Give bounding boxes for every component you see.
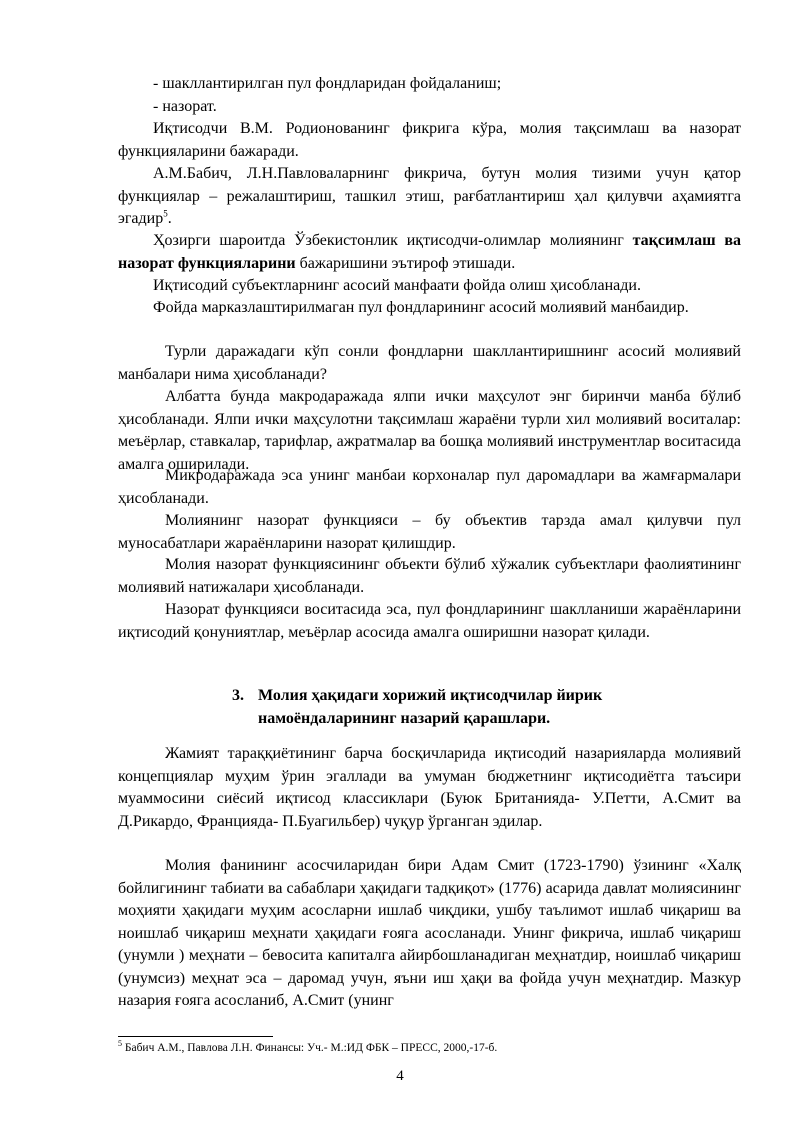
list-item-funds-usage [118,73,741,96]
paragraph-question [118,341,741,386]
page-number: 4 [396,1068,404,1084]
footnote-marker: 5 [118,1039,122,1049]
paragraph-text: Жамият тараққиётининг барча босқичларида иқтисодий назарияларда молиявий концепциялар муҳим ўрин эгаллади ва умуман бюджетнинг иқтисодиётга таъсири муаммосини сиёсий иқтисод классиклари (Буюк Британияда- У.Петти, А.Смит ва Д.Рикардо, Францияда- П.Буагильбер) чуқур ўрганган эдилар. [118,745,741,830]
paragraph-text: бажаришини эътироф этишади. [295,254,516,272]
footnote-reference: 5 [163,208,168,219]
paragraph-micro-level [118,465,741,510]
paragraph-text: Фойда марказлаштирилмаган пул фондларининг асосий молиявий манбаидир. [153,299,689,316]
paragraph-text: Молия назорат функциясининг объекти бўлиб хўжалик субъектлари фаолиятининг молиявий натижалари ҳисобланади. [118,556,741,596]
paragraph-text: Иқтисодчи В.М. Родионованинг фикрига кўра, молия тақсимлаш ва назорат функцияларини бажаради. [118,120,741,160]
paragraph-rodionova [118,118,741,163]
paragraph-text: Микродаражада эса унинг манбаи корхоналар пул даромадлари ва жамғармалари ҳисобланади. [118,467,741,507]
list-item-control [118,96,741,119]
paragraph-text: Иқтисодий субъектларнинг асосий манфаати фойда олиш ҳисобланади. [153,277,641,294]
paragraph-adam-smith [118,855,741,1013]
paragraph-macro-level [118,386,741,476]
paragraph-text: Турли даражадаги кўп сонли фондларни шакллантиришнинг асосий молиявий манбалари нима ҳисобланади? [118,343,741,383]
footnote [118,1041,741,1055]
paragraph-profit-interest [118,275,741,298]
footnote-text: Бабич А.М., Павлова Л.Н. Финансы: Уч.- М.:ИД ФБК – ПРЕСС, 2000,-17-б. [122,1042,498,1054]
section-heading [232,684,702,730]
paragraph-text: А.М.Бабич, Л.Н.Павловаларнинг фикрича, бутун молия тизими учун қатор функциялар – режалаштириш, ташкил этиш, рағбатлантириш ҳал қилувчи аҳамиятга эгадир [118,165,741,227]
paragraph-control-means [118,599,741,644]
paragraph-babich-pavlova: А.М.Бабич, Л.Н.Павловаларнинг фикрича, бутун молия тизими учун қатор функциялар – режалаштириш, ташкил этиш, рағбатлантириш ҳал қилувчи аҳамиятга эгадир$^5$. [118,165,741,227]
paragraph-text: Назорат функцияси воситасида эса, пул фондларининг шаклланиши жараёнларини иқтисодий қонуниятлар, меъёрлар асосида амалга оширишни назорат қилади. [118,601,741,641]
paragraph-control-function [118,510,741,555]
paragraph-society-development [118,743,741,833]
paragraph-control-object [118,554,741,599]
paragraph-profit-source [118,297,741,320]
section-number: 3. [232,687,244,704]
paragraph-text: Ҳозирги шароитда Ўзбекистонлик иқтисодчи-олимлар молиянинг [153,232,624,249]
footnote-separator [118,1036,273,1037]
paragraph-text: Албатта бунда макродаражада ялпи ички маҳсулот энг биринчи манба бўлиб ҳисобланади. Ялпи ички маҳсулотни тақсимлаш жараёни турли хил молиявий воситалар: меъёрлар, ставкалар, тарифлар, ажратмалар ва бошқа молиявий инструментлар воситасида амалга оширилади. [118,388,741,473]
paragraph-text: - шакллантирилган пул фондларидан фойдаланиш; [153,75,502,92]
paragraph-text: - назорат. [153,98,217,115]
section-title: Молия ҳақидаги хорижий иқтисодчилар йирик намоёндаларининг назарий қарашлари. [258,687,603,727]
paragraph-text: Молия фанининг асосчиларидан бири Адам Смит (1723-1790) ўзининг «Халқ бойлигининг табиати ва сабаблари ҳақидаги тадқиқот» (1776) асарида давлат молиясининг моҳияти ҳақидаги муҳим асосларни ишлаб чиқдики, ушбу таълимот ишлаб чиқариш ва ноишлаб чиқариш меҳнати ҳақидаги ғояга асосланади. Унинг фикрича, ишлаб чиқариш (унумли ) меҳнати – бевосита капиталга айирбошланадиган меҳнатдир, ноишлаб чиқариш (унумсиз) меҳнат эса – даромад учун, яъни иш ҳақи ва фойда учун меҳнатдир. Мазкур назария ғояга асосланиб, А.Смит (унинг [118,857,741,1009]
bold-phrase: тақсимлаш ва назорат функцияларини [118,232,742,272]
paragraph-text: Молиянинг назорат функцияси – бу объектив тарзда амал қилувчи пул муносабатлари жараёнларини назорат қилишдир. [118,512,741,552]
paragraph-uzbek-economists [118,230,741,275]
